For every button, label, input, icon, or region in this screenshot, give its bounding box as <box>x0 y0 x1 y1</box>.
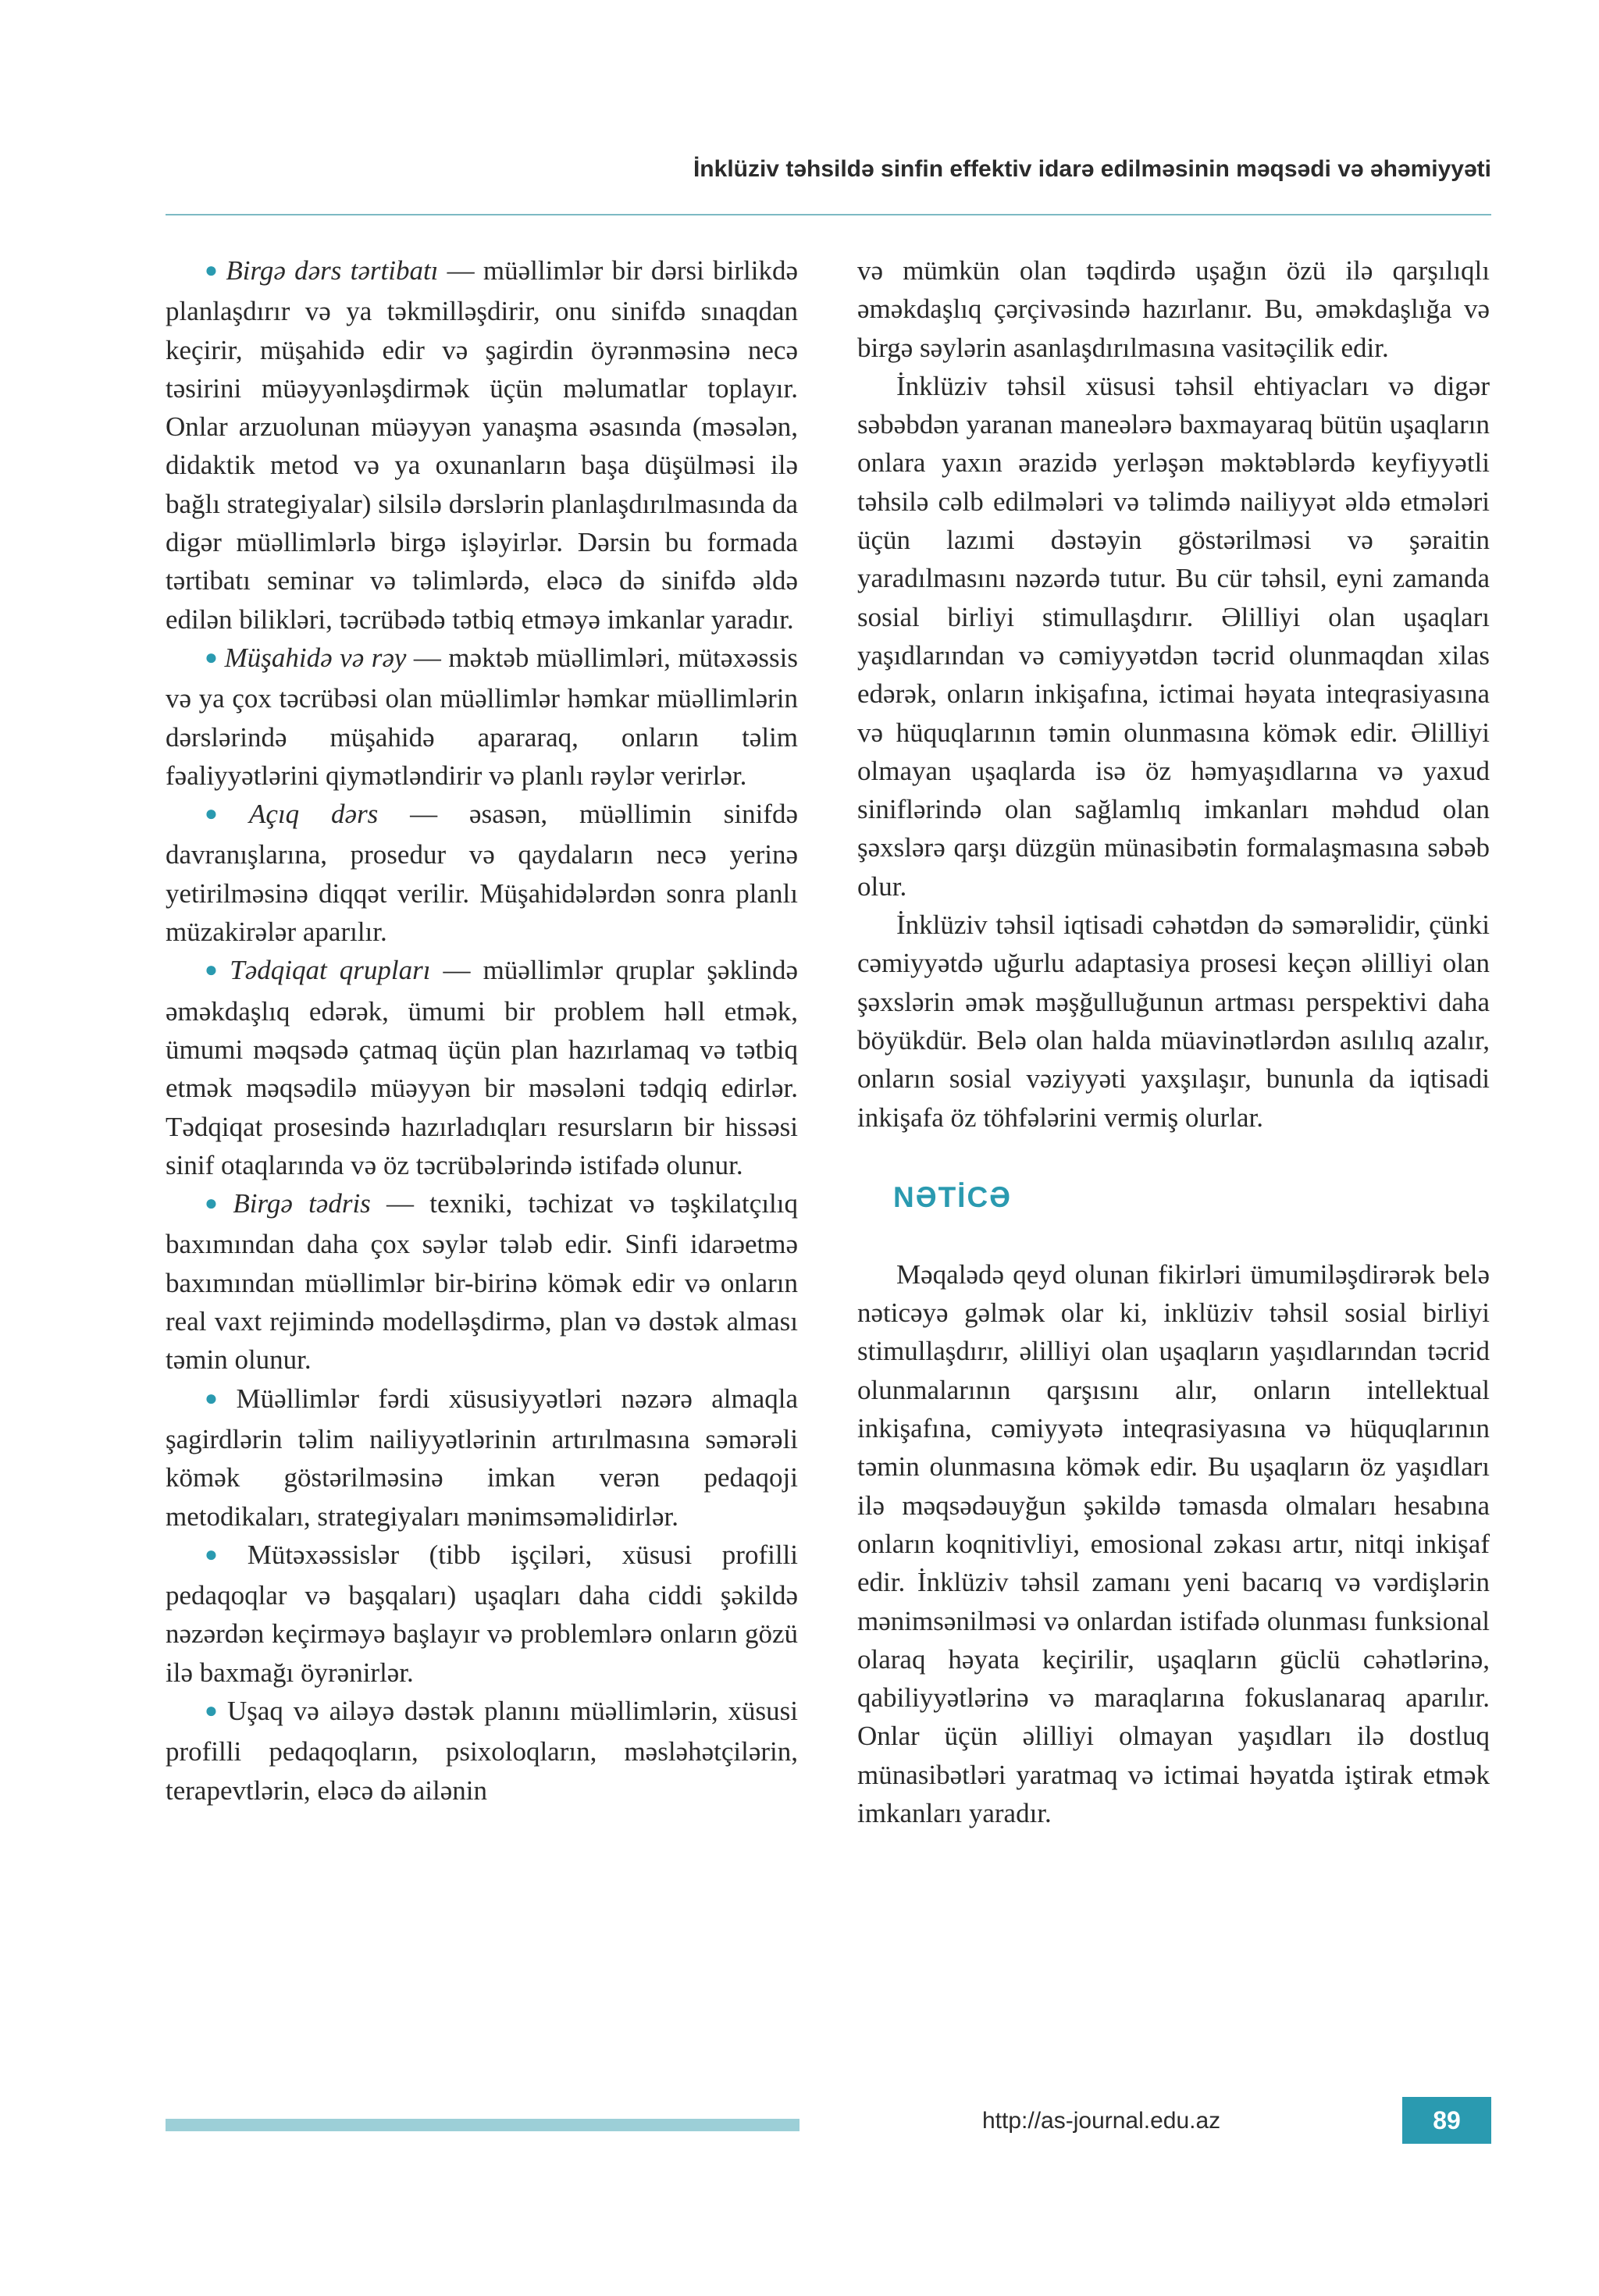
bullet-text: — əsasən, müəllimin sinifdə davranışlarına, prosedur və qaydaların necə yerinə yetirilməsinə diqqət verilir. Müşahidələrdən sonra planlı müzakirələr aparılır. <box>166 799 798 948</box>
bullet-text: Müəllimlər fərdi xüsusiyyətləri nəzərə almaqla şagirdlərin təlim nailiyyətlərinin artırılmasına səmərəli kömək göstərilməsinə imkan verən pedaqoji metodikaları, strategiyaları mənimsəməlidirlər. <box>166 1383 799 1532</box>
bullet-icon: ● <box>205 1542 241 1567</box>
bullet-paragraph <box>166 1379 798 1536</box>
bullet-paragraph <box>166 1536 798 1692</box>
footer-url[interactable]: http://as-journal.edu.az <box>982 2108 1221 2134</box>
bullet-icon: ● <box>205 1191 227 1216</box>
right-column <box>857 251 1490 1832</box>
bullet-icon: ● <box>205 958 224 983</box>
bullet-text: — məktəb müəllimləri, mütəxəssis və ya çox təcrübəsi olan müəllimlər həmkar müəllimlərin dərslərində müşahidə apararaq, onların təlim fəaliyyətlərini qiymətləndirir və planlı rəylər verirlər. <box>166 642 799 791</box>
bullet-icon: ● <box>205 802 244 827</box>
bullet-icon: ● <box>205 1698 221 1723</box>
conclusion-paragraph: Məqalədə qeyd olunan fikirləri ümumiləşdirərək belə nəticəyə gəlmək olar ki, inklüziv təhsil sosial birliyi stimullaşdırır, əlilliyi olan uşaqların yaşıdlarından təcrid olunmalarının qarşısını alır, onların intellektual inkişafına, cəmiyyətə inteqrasiyasına və hüquqlarının təmin olunmasına kömək edir. Bu uşaqların öz yaşıdları ilə məqsədəuyğun şəkildə təmasda olmaları hesabına onların koqnitivliyi, emosional zəkası artır, nitqi inkişaf edir. İnklüziv təhsil zamanı yeni bacarıq və vərdişlərin mənimsənilməsi və onlardan istifadə olunması funksional olaraq həyata keçirilir, uşaqların güclü cəhətlərinə, qabiliyyətlərinə və maraqlarına fokuslanaraq aparılır. Onlar üçün əlilliyi olmayan yaşıdları ilə dostluq münasibətləri yaratmaq və ictimai həyatda iştirak etmək imkanları yaradır. <box>857 1258 1490 1828</box>
bullet-icon: ● <box>205 645 219 670</box>
page-number: 89 <box>1402 2097 1491 2144</box>
left-column <box>166 251 798 1810</box>
footer-bar <box>166 2119 800 2131</box>
section-title-conclusion: NƏTİCƏ <box>893 1180 1013 1213</box>
bullet-paragraph <box>166 1692 798 1810</box>
bullet-term: Birgə tədris <box>233 1188 371 1219</box>
bullet-icon: ● <box>205 258 220 283</box>
bullet-paragraph <box>166 639 798 795</box>
body-paragraph: İnklüziv təhsil xüsusi təhsil ehtiyacları və digər səbəbdən yaranan maneələrə baxmayaraq bütün uşaqların onlara yaxın ərazidə yerləşən məktəblərdə keyfiyyətli təhsilə cəlb edilmələri və təlimdə nailiyyət əldə etmələri üçün lazımi dəstəyin göstərilməsi və şəraitin yaradılmasını nəzərdə tutur. Bu cür təhsil, eyni zamanda sosial birliyi stimullaşdırır. Əlilliyi olan uşaqları yaşıdlarından və cəmiyyətdən təcrid olunmaqdan xilas edərək, onların inkişafına, ictimai həyata inteqrasiyasına və hüquqlarının təmin olunmasına kömək edir. Əlilliyi olmayan uşaqlarda isə öz həmyaşıdlarına və yaxud siniflərində olan sağlamlıq imkanları məhdud olan şəxslərə qarşı düzgün münasibətin formalaşmasına səbəb olur. <box>857 370 1490 902</box>
bullet-text: — texniki, təchizat və təşkilatçılıq baxımından daha çox səylər tələb edir. Sinfi idarəetmə baxımından müəllimlər bir-birinə kömək edir və onların real vaxt rejimində modelləşdirmə, plan və dəstək alması təmin olunur. <box>166 1188 798 1376</box>
header-rule <box>166 214 1491 215</box>
bullet-paragraph <box>166 795 798 951</box>
bullet-paragraph <box>166 1184 798 1379</box>
bullet-text: Uşaq və ailəyə dəstək planını müəllimlərin, xüsusi profilli pedaqoqların, psixoloqların, məsləhətçilərin, terapevtlərin, eləcə də ailənin <box>166 1695 798 1806</box>
bullet-text: — müəllimlər qruplar şəklində əməkdaşlıq edərək, ümumi bir problem həll etmək, ümumi məqsədə çatmaq üçün plan hazırlamaq və tətbiq etmək məqsədilə müəyyən bir məsələni tədqiq edirlər. Tədqiqat prosesində hazırladıqları resursların bir hissəsi sinif otaqlarında və öz təcrübələrində istifadə olunur. <box>166 955 799 1180</box>
bullet-text: — müəllimlər bir dərsi birlikdə planlaşdırır və ya təkmilləşdirir, onu sinifdə sınaqdan keçirir, müşahidə edir və şagirdin öyrənməsinə necə təsirini müəyyənləşdirmək üçün məlumatlar toplayır. Onlar arzuolunan müəyyən yanaşma əsasında (məsələn, didaktik metod və ya oxunanların başa düşülməsi ilə bağlı strategiyalar) silsilə dərslərin planlaşdırılmasında da digər müəllimlərlə birgə işləyirlər. Dərsin bu formada tərtibatı seminar və təlimlərdə, eləcə də sinifdə əldə edilən bilikləri, təcrübədə tətbiq etməyə imkanlar yaradır. <box>166 255 798 635</box>
bullet-term: Tədqiqat qrupları <box>230 955 431 986</box>
continuation-paragraph: və mümkün olan təqdirdə uşağın özü ilə qarşılıqlı əməkdaşlıq çərçivəsində hazırlanır. Bu, əməkdaşlığa və birgə səylərin asanlaşdırılmasına vasitəçilik edir. <box>857 255 1490 363</box>
bullet-icon: ● <box>205 1386 230 1411</box>
bullet-paragraph <box>166 251 798 639</box>
bullet-term: Müşahidə və rəy <box>224 642 407 673</box>
bullet-term: Birgə dərs tərtibatı <box>226 255 439 286</box>
bullet-text: Mütəxəssislər (tibb işçiləri, xüsusi profilli pedaqoqlar və başqaları) uşaqları daha ciddi şəkildə nəzərdən keçirməyə başlayır və problemlərə onların gözü ilə baxmağı öyrənirlər. <box>166 1539 798 1688</box>
bullet-term: Açıq dərs <box>249 799 379 830</box>
running-head: İnklüziv təhsildə sinfin effektiv idarə edilməsinin məqsədi və əhəmiyyəti <box>693 156 1491 182</box>
body-paragraph: İnklüziv təhsil iqtisadi cəhətdən də səmərəlidir, çünki cəmiyyətdə uğurlu adaptasiya prosesi keçən əlilliyi olan şəxslərin əmək məşğulluğunun artması perspektivi daha böyükdür. Belə olan halda müavinətlərdən asılılıq azalır, onların sosial vəziyyəti yaxşılaşır, bununla da iqtisadi inkişafa öz töhfələrini vermiş olurlar. <box>857 910 1490 1133</box>
bullet-paragraph <box>166 951 798 1184</box>
